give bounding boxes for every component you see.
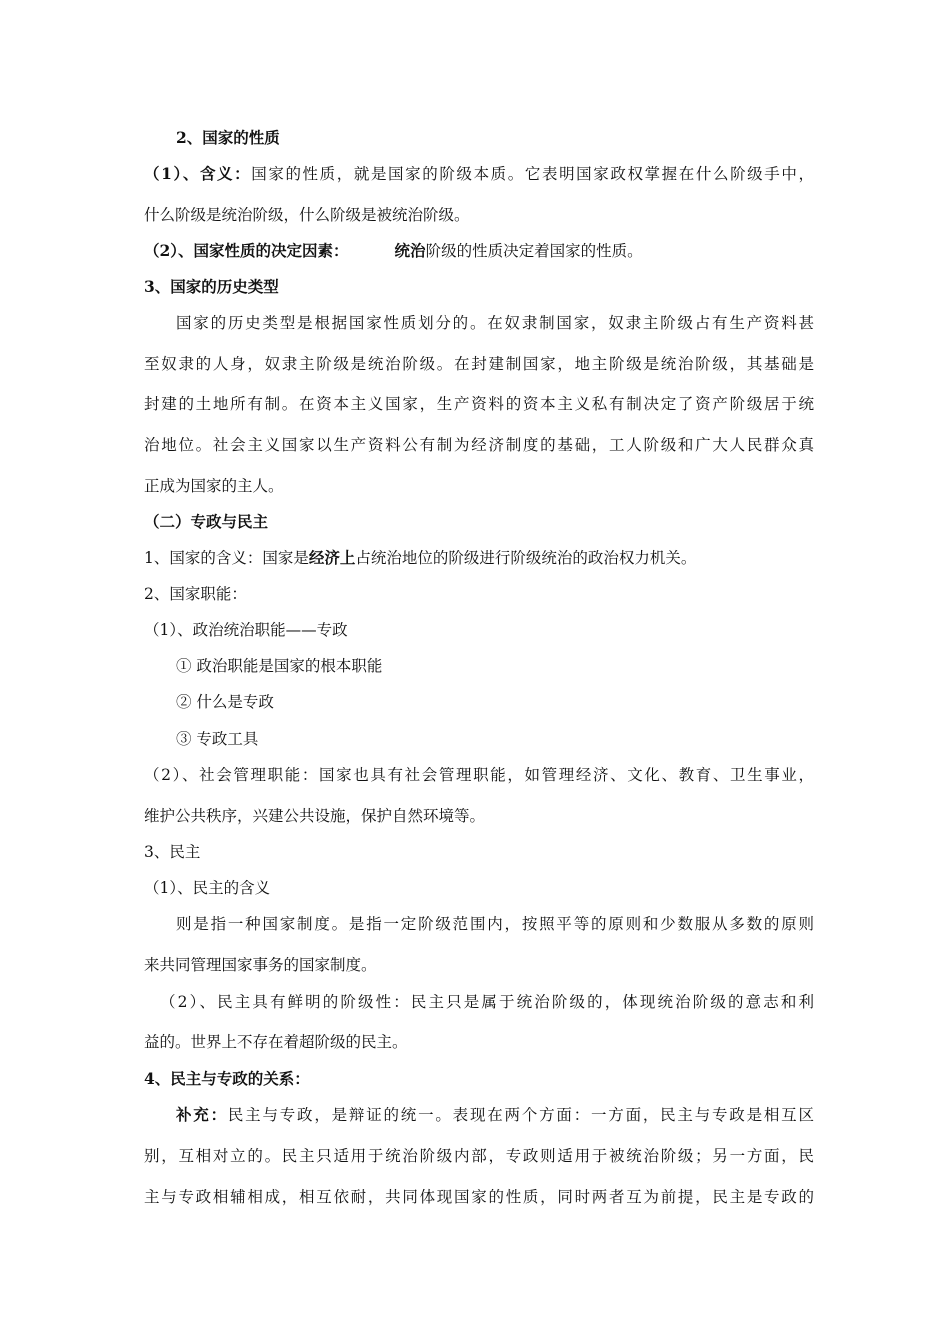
history-para-line-2: 至奴隶的人身，奴隶主阶级是统治阶级。在封建制国家，地主阶级是统治阶级，其基础是 xyxy=(144,355,814,373)
relation-line-3: 主与专政相辅相成，相互依耐，共同体现国家的性质，同时两者互为前提，民主是专政的 xyxy=(144,1188,814,1206)
democracy-meaning-line-2: 来共同管理国家事务的国家制度。 xyxy=(144,956,377,974)
political-function-line: （1）、政治统治职能——专政 xyxy=(144,621,348,639)
factor-label: （2）、国家性质的决定因素： xyxy=(144,241,349,260)
section-heading-state-nature: 2、国家的性质 xyxy=(176,128,280,147)
section-heading-history-types: 3、国家的历史类型 xyxy=(144,277,279,296)
democracy-meaning-line-1: 则是指一种国家制度。是指一定阶级范围内，按照平等的原则和少数服从多数的原则 xyxy=(176,915,814,933)
history-para-line-1: 国家的历史类型是根据国家性质划分的。在奴隶制国家，奴隶主阶级占有生产资料甚 xyxy=(176,314,814,332)
political-function-item-3: ③ 专政工具 xyxy=(176,730,259,748)
determining-factor-line xyxy=(144,241,814,261)
factor-bold: 统治 xyxy=(394,241,426,260)
relation-line-1 xyxy=(176,1105,814,1125)
meaning-label: （1）、含义： xyxy=(144,164,252,183)
state-meaning-suffix: 占统治地位的阶级进行阶级统治的政治权力机关。 xyxy=(355,549,697,567)
state-meaning-line xyxy=(144,548,814,568)
democracy-class-line-2: 益的。世界上不存在着超阶级的民主。 xyxy=(144,1033,408,1051)
relation-line-2: 别，互相对立的。民主只适用于统治阶级内部，专政则适用于被统治阶级；另一方面，民 xyxy=(144,1147,814,1165)
state-meaning-bold: 经济上 xyxy=(308,548,356,567)
part-heading-dictatorship-democracy: （二）专政与民主 xyxy=(144,512,269,531)
history-para-line-5: 正成为国家的主人。 xyxy=(144,477,284,495)
social-function-line-2: 维护公共秩序，兴建公共设施，保护自然环境等。 xyxy=(144,807,486,825)
democracy-class-line-1: （2）、民主具有鲜明的阶级性：民主只是属于统治阶级的，体现统治阶级的意志和利 xyxy=(160,993,814,1011)
meaning-line-1 xyxy=(144,164,814,184)
history-para-line-4: 治地位。社会主义国家以生产资料公有制为经济制度的基础，工人阶级和广大人民群众真 xyxy=(144,436,814,454)
democracy-meaning-subheading: （1）、民主的含义 xyxy=(144,879,271,897)
state-meaning-prefix: 1、国家的含义：国家是 xyxy=(144,549,309,567)
state-functions-heading: 2、国家职能： xyxy=(144,585,247,603)
democracy-heading: 3、民主 xyxy=(144,843,201,861)
political-function-item-2: ② 什么是专政 xyxy=(176,693,274,711)
relation-heading: 4、民主与专政的关系： xyxy=(144,1069,310,1088)
meaning-line-2: 什么阶级是统治阶级，什么阶级是被统治阶级。 xyxy=(144,206,470,224)
factor-text: 阶级的性质决定着国家的性质。 xyxy=(425,242,643,260)
relation-text-1: 民主与专政，是辩证的统一。表现在两个方面：一方面，民主与专政是相互区 xyxy=(227,1106,814,1124)
history-para-line-3: 封建的土地所有制。在资本主义国家，生产资料的资本主义私有制决定了资产阶级居于统 xyxy=(144,395,814,413)
meaning-text-1: 国家的性质，就是国家的阶级本质。它表明国家政权掌握在什么阶级手中， xyxy=(251,165,814,183)
supplement-label: 补充： xyxy=(176,1105,228,1124)
political-function-item-1: ① 政治职能是国家的根本职能 xyxy=(176,657,383,675)
social-function-line-1: （2）、社会管理职能：国家也具有社会管理职能，如管理经济、文化、教育、卫生事业， xyxy=(144,766,814,784)
